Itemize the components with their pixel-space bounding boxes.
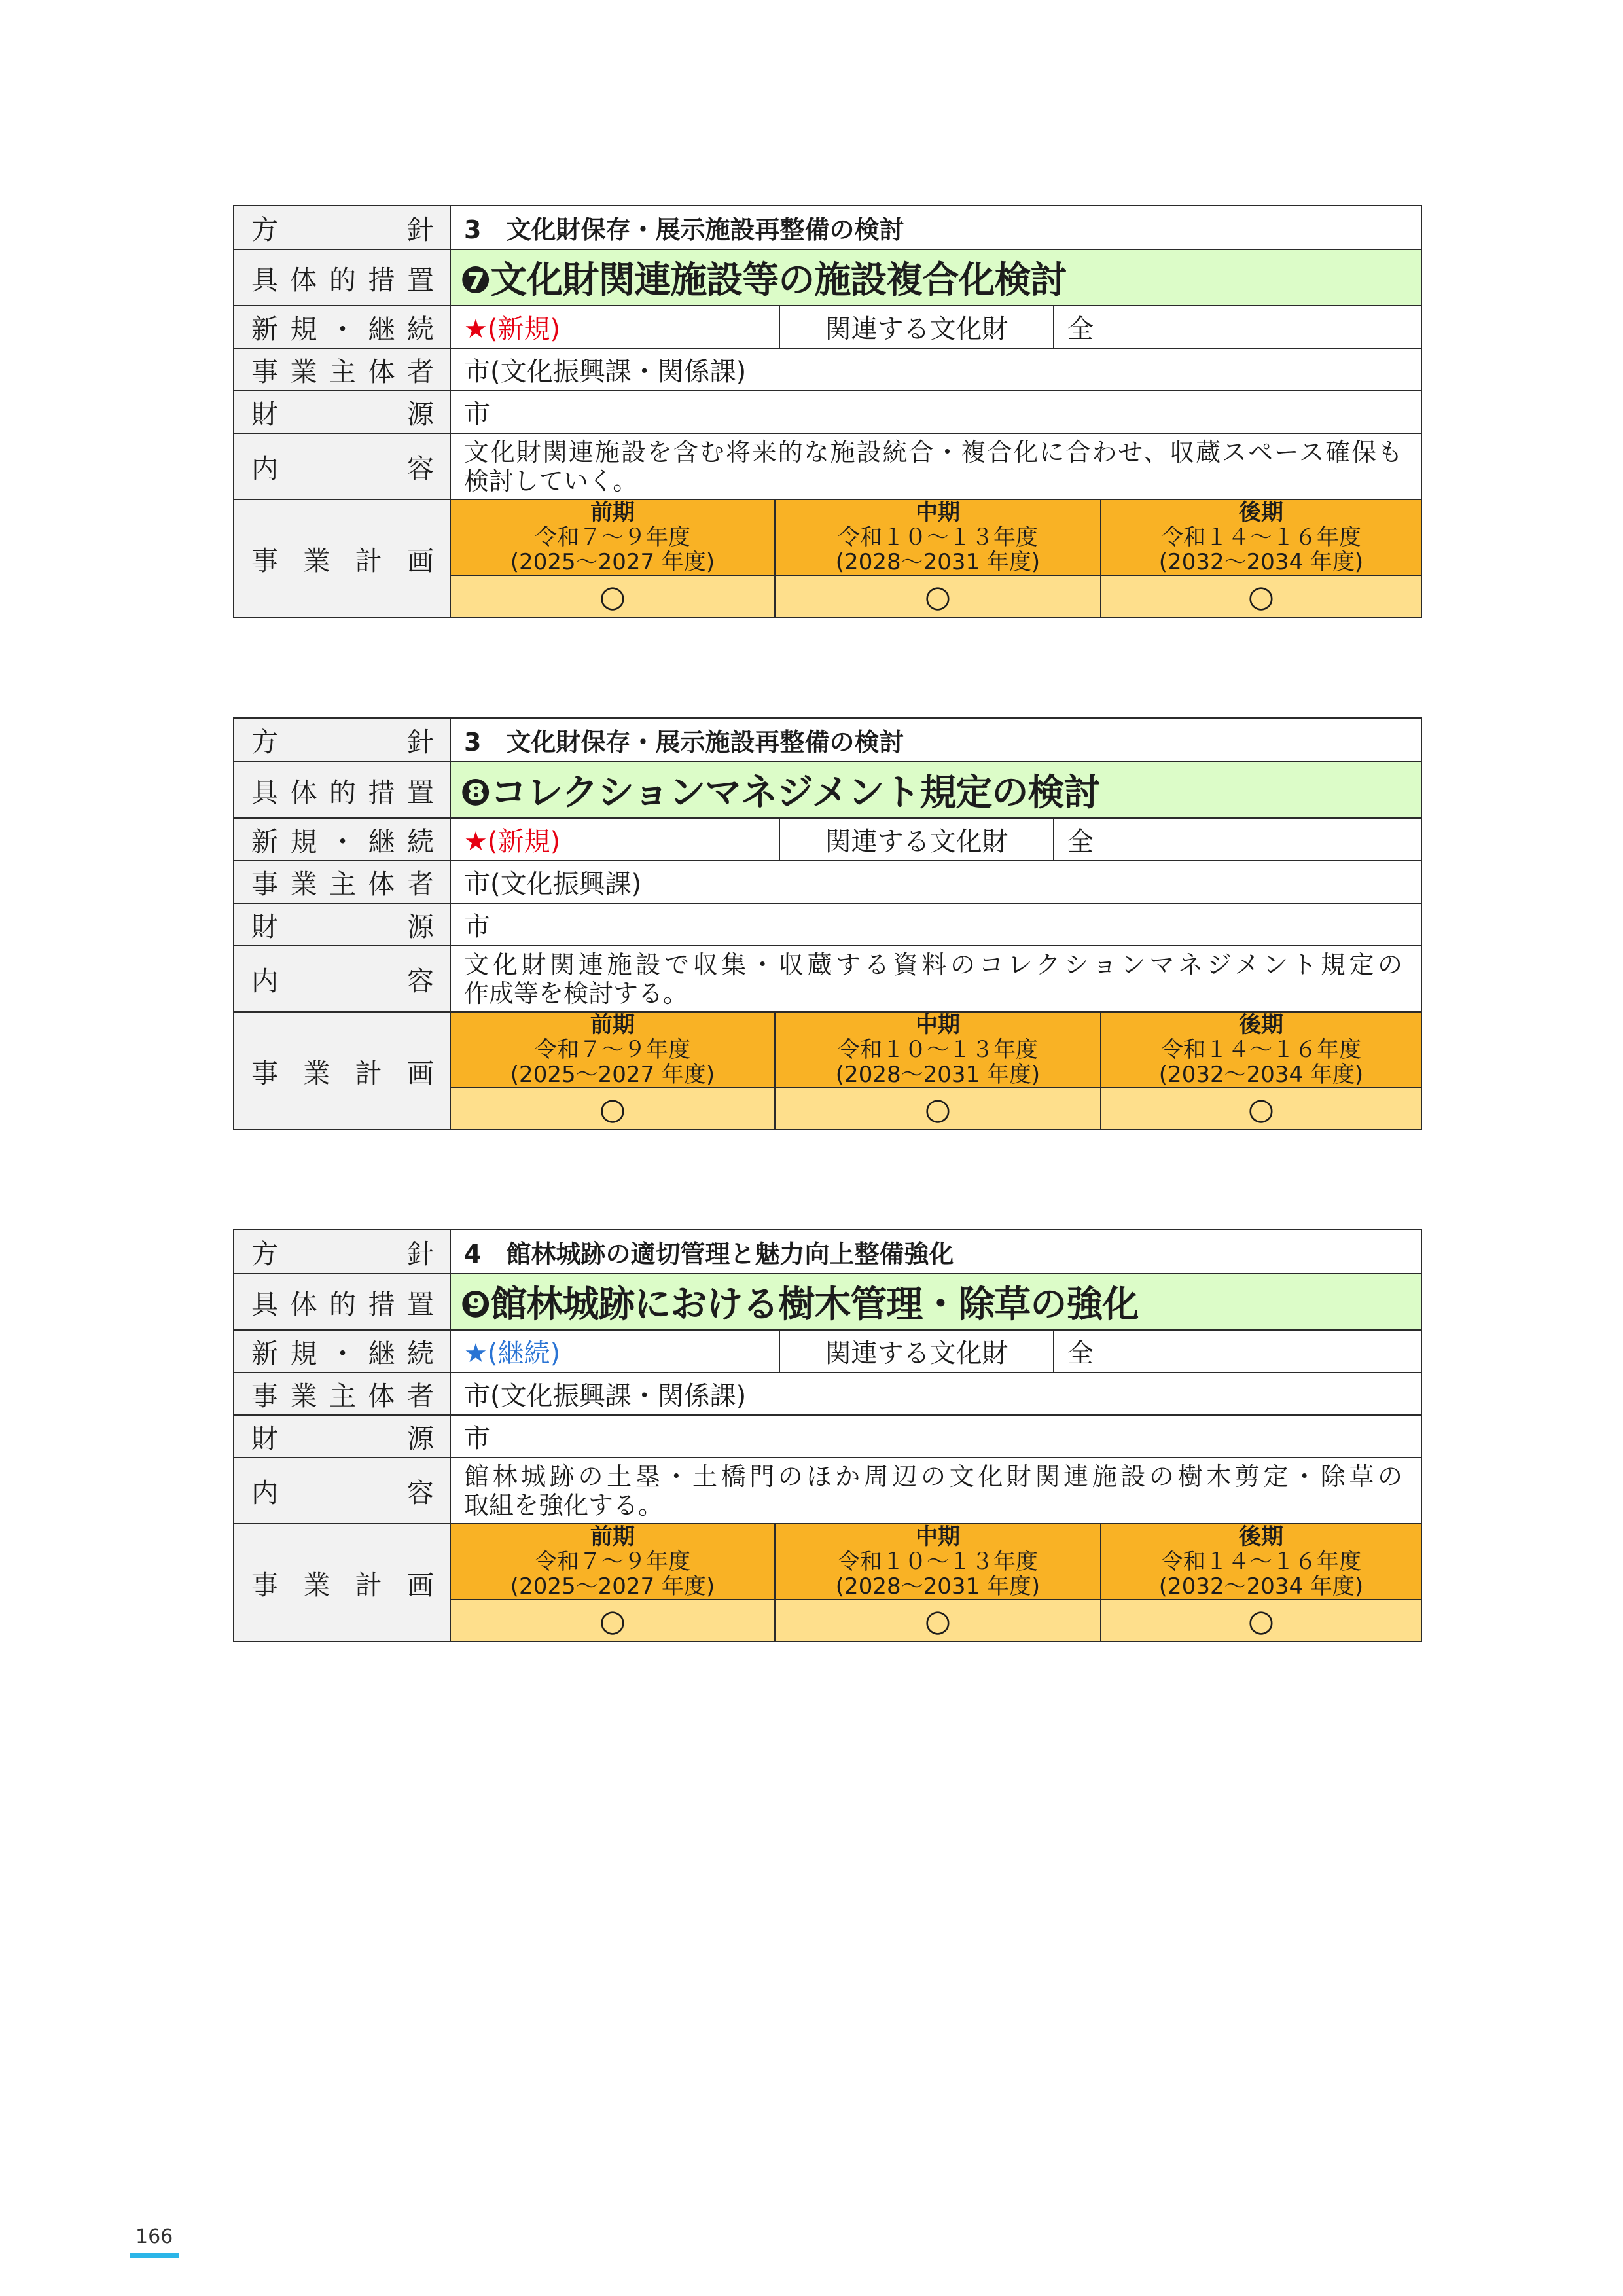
plan-label-text: 事業計画 — [251, 545, 434, 577]
funding-row — [234, 903, 1421, 945]
period-name: 後期 — [1239, 1524, 1283, 1550]
owner-label-text: 事業主体者 — [251, 356, 434, 387]
owner-row — [234, 1372, 1421, 1414]
period-years: (2028～2031 年度) — [835, 549, 1041, 575]
measure-label-text: 具体的措置 — [251, 1288, 434, 1320]
policy-label — [234, 719, 450, 761]
content-row — [234, 433, 1421, 499]
related-property-value: 全 — [1053, 1331, 1421, 1372]
funding-label — [234, 1416, 450, 1457]
policy-label-text: 方針 — [251, 214, 434, 245]
measure-table — [233, 717, 1422, 1130]
content-label-text: 内容 — [251, 453, 434, 484]
period-years: (2025～2027 年度) — [510, 1062, 715, 1088]
owner-value: 市(文化振興課) — [450, 861, 1421, 903]
period-years: (2025～2027 年度) — [510, 1573, 715, 1600]
plan-period-headers — [451, 1524, 1421, 1599]
related-property-value: 全 — [1053, 819, 1421, 860]
status-label — [234, 819, 450, 860]
plan-period-middle — [774, 500, 1100, 575]
status-row — [234, 305, 1421, 348]
period-years: (2025～2027 年度) — [510, 549, 715, 575]
plan-label-text: 事業計画 — [251, 1057, 434, 1089]
period-years: (2028～2031 年度) — [835, 1573, 1041, 1600]
content-value — [450, 434, 1421, 499]
period-era: 令和１０～１３年度 — [838, 1549, 1038, 1575]
plan-mark-late: ○ — [1100, 1088, 1421, 1129]
period-era: 令和１４～１６年度 — [1161, 1549, 1361, 1575]
period-years: (2032～2034 年度) — [1158, 1573, 1364, 1600]
funding-label — [234, 391, 450, 433]
content-label-text: 内容 — [251, 965, 434, 997]
plan-marks — [451, 1087, 1421, 1129]
plan-mark-early: ○ — [451, 1088, 774, 1129]
status-row — [234, 1329, 1421, 1372]
plan-grid — [450, 1013, 1421, 1129]
content-line: 文化財関連施設で収集・収蔵する資料のコレクションマネジメント規定の — [464, 950, 1402, 979]
content-value — [450, 1458, 1421, 1523]
period-era: 令和１４～１６年度 — [1161, 524, 1361, 550]
period-era: 令和１０～１３年度 — [838, 1037, 1038, 1063]
period-years: (2032～2034 年度) — [1158, 1062, 1364, 1088]
policy-row — [234, 206, 1421, 249]
measure-label-text: 具体的措置 — [251, 264, 434, 296]
plan-mark-middle: ○ — [774, 576, 1100, 617]
related-property-label: 関連する文化財 — [779, 306, 1053, 348]
policy-row — [234, 1230, 1421, 1273]
period-name: 前期 — [590, 499, 635, 526]
measure-label — [234, 250, 450, 305]
plan-mark-late: ○ — [1100, 1600, 1421, 1641]
status-value: ★(新規) — [450, 819, 779, 860]
content-line: 作成等を検討する。 — [464, 978, 688, 1008]
funding-row — [234, 1414, 1421, 1457]
status-value: ★(継続) — [450, 1331, 779, 1372]
period-years: (2028～2031 年度) — [835, 1062, 1041, 1088]
funding-value: 市 — [450, 904, 1421, 945]
funding-label-text: 財源 — [251, 911, 434, 942]
related-property-label: 関連する文化財 — [779, 819, 1053, 860]
plan-mark-early: ○ — [451, 576, 774, 617]
measure-row — [234, 1273, 1421, 1329]
page-number-underline — [130, 2253, 179, 2258]
content-label — [234, 1458, 450, 1523]
owner-label-text: 事業主体者 — [251, 869, 434, 900]
period-name: 中期 — [916, 499, 960, 526]
measure-row — [234, 761, 1421, 817]
plan-row — [234, 1523, 1421, 1641]
plan-period-late — [1100, 1013, 1421, 1087]
funding-value: 市 — [450, 391, 1421, 433]
status-label-text: 新規・継続 — [251, 314, 434, 345]
measure-row — [234, 249, 1421, 305]
period-name: 前期 — [590, 1524, 635, 1550]
status-label — [234, 306, 450, 348]
owner-row — [234, 348, 1421, 390]
period-name: 中期 — [916, 1012, 960, 1038]
status-label-text: 新規・継続 — [251, 1338, 434, 1369]
plan-label — [234, 500, 450, 617]
measure-table — [233, 1229, 1422, 1642]
owner-label — [234, 1373, 450, 1414]
status-label — [234, 1331, 450, 1372]
measure-label — [234, 762, 450, 817]
plan-period-early — [451, 1524, 774, 1599]
funding-label — [234, 904, 450, 945]
content-row — [234, 945, 1421, 1011]
plan-label — [234, 1524, 450, 1641]
plan-label-text: 事業計画 — [251, 1569, 434, 1601]
period-name: 後期 — [1239, 499, 1283, 526]
plan-period-late — [1100, 1524, 1421, 1599]
plan-period-middle — [774, 1013, 1100, 1087]
plan-grid — [450, 500, 1421, 617]
content-line: 検討していく。 — [464, 466, 638, 495]
period-era: 令和７～９年度 — [535, 1037, 690, 1063]
policy-label-text: 方針 — [251, 726, 434, 758]
policy-row — [234, 719, 1421, 761]
content-value — [450, 946, 1421, 1011]
plan-mark-middle: ○ — [774, 1600, 1100, 1641]
plan-period-headers — [451, 500, 1421, 575]
owner-label-text: 事業主体者 — [251, 1380, 434, 1412]
policy-value: 3 文化財保存・展示施設再整備の検討 — [450, 719, 1421, 761]
status-value: ★(新規) — [450, 306, 779, 348]
funding-row — [234, 390, 1421, 433]
content-line: 館林城跡の土塁・土橋門のほか周辺の文化財関連施設の樹木剪定・除草の — [464, 1462, 1402, 1491]
measure-table — [233, 205, 1422, 618]
period-years: (2032～2034 年度) — [1158, 549, 1364, 575]
policy-value: 3 文化財保存・展示施設再整備の検討 — [450, 206, 1421, 249]
period-era: 令和１４～１６年度 — [1161, 1037, 1361, 1063]
policy-label — [234, 206, 450, 249]
content-label-text: 内容 — [251, 1477, 434, 1509]
related-property-label: 関連する文化財 — [779, 1331, 1053, 1372]
period-name: 後期 — [1239, 1012, 1283, 1038]
plan-mark-late: ○ — [1100, 576, 1421, 617]
measure-title: ❽コレクションマネジメント規定の検討 — [450, 762, 1421, 817]
plan-period-middle — [774, 1524, 1100, 1599]
owner-row — [234, 860, 1421, 903]
period-name: 前期 — [590, 1012, 635, 1038]
policy-value: 4 館林城跡の適切管理と魅力向上整備強化 — [450, 1230, 1421, 1273]
period-era: 令和７～９年度 — [535, 1549, 690, 1575]
measure-label — [234, 1274, 450, 1329]
owner-label — [234, 861, 450, 903]
plan-marks — [451, 575, 1421, 617]
plan-period-early — [451, 1013, 774, 1087]
funding-label-text: 財源 — [251, 399, 434, 430]
content-label — [234, 434, 450, 499]
plan-grid — [450, 1524, 1421, 1641]
measure-label-text: 具体的措置 — [251, 776, 434, 808]
page-number: 166 — [135, 2225, 173, 2248]
plan-period-headers — [451, 1013, 1421, 1087]
owner-label — [234, 349, 450, 390]
content-line: 文化財関連施設を含む将来的な施設統合・複合化に合わせ、収蔵スペース確保も — [464, 437, 1402, 467]
content-label — [234, 946, 450, 1011]
funding-value: 市 — [450, 1416, 1421, 1457]
plan-mark-middle: ○ — [774, 1088, 1100, 1129]
content-line: 取組を強化する。 — [464, 1490, 664, 1520]
plan-mark-early: ○ — [451, 1600, 774, 1641]
period-name: 中期 — [916, 1524, 960, 1550]
status-row — [234, 817, 1421, 860]
period-era: 令和７～９年度 — [535, 524, 690, 550]
plan-period-early — [451, 500, 774, 575]
plan-row — [234, 1011, 1421, 1129]
funding-label-text: 財源 — [251, 1423, 434, 1454]
plan-label — [234, 1013, 450, 1129]
content-row — [234, 1457, 1421, 1523]
plan-marks — [451, 1599, 1421, 1641]
policy-label — [234, 1230, 450, 1273]
period-era: 令和１０～１３年度 — [838, 524, 1038, 550]
plan-period-late — [1100, 500, 1421, 575]
policy-label-text: 方針 — [251, 1238, 434, 1270]
owner-value: 市(文化振興課・関係課) — [450, 1373, 1421, 1414]
measure-title: ❾館林城跡における樹木管理・除草の強化 — [450, 1274, 1421, 1329]
status-label-text: 新規・継続 — [251, 826, 434, 857]
related-property-value: 全 — [1053, 306, 1421, 348]
plan-row — [234, 499, 1421, 617]
measure-title: ❼文化財関連施設等の施設複合化検討 — [450, 250, 1421, 305]
owner-value: 市(文化振興課・関係課) — [450, 349, 1421, 390]
